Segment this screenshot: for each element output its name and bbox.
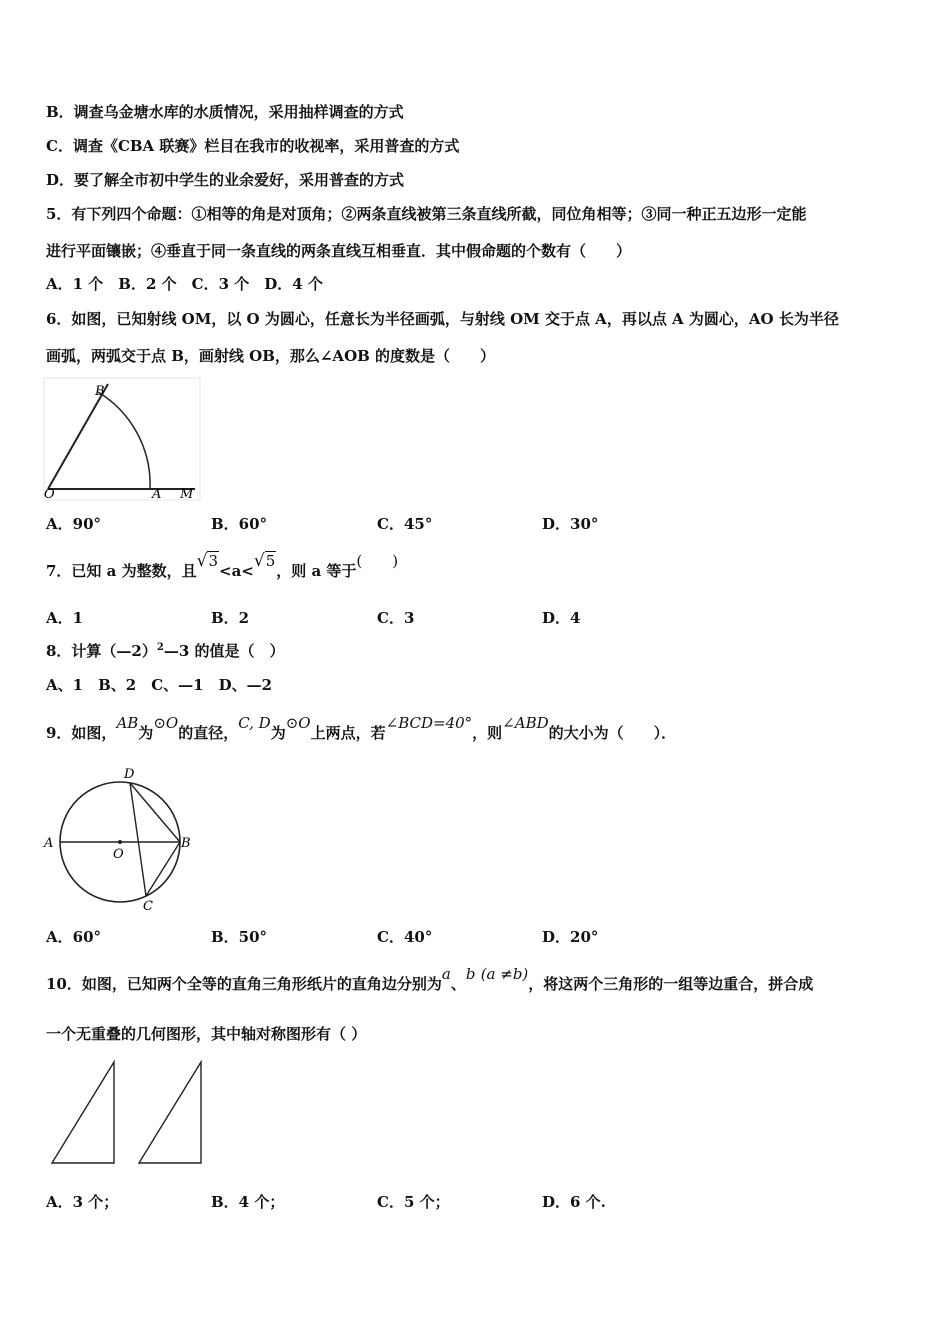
- q9-label-d: D: [124, 767, 135, 782]
- q7-option-b: B．2: [211, 609, 250, 627]
- q7-paren: ( ): [356, 552, 399, 570]
- q7-middle: <a<: [219, 562, 254, 580]
- q5-stem-line2: 进行平面镶嵌；④垂直于同一条直线的两条直线互相垂直．其中假命题的个数有（ ）: [46, 242, 632, 260]
- q4-option-c: C．调查《CBA 联赛》栏目在我市的收视率，采用普查的方式: [46, 137, 460, 155]
- q9-math-circle-o: ⊙O: [153, 714, 179, 732]
- q9-chord-cb: [146, 842, 180, 896]
- q9-math-cd: C, D: [238, 714, 271, 732]
- q10-math-a-neq-b: (a ≠b): [480, 965, 529, 983]
- q9-text-4: 为: [270, 724, 286, 742]
- q9-option-c: C．40°: [377, 928, 433, 946]
- q10-math-b: b: [465, 965, 476, 983]
- q10-text-1: 10．如图，已知两个全等的直角三角形纸片的直角边分别为: [46, 975, 442, 993]
- q8-prefix: 8．计算（—2）: [46, 642, 157, 660]
- q6-stem-line1: 6．如图，已知射线 OM，以 O 为圆心，任意长为半径画弧，与射线 OM 交于点 A，再以点 A 为圆心，AO 长为半径: [46, 310, 839, 328]
- q8-suffix: —3 的值是（ ）: [163, 642, 285, 660]
- q6-label-a: A: [152, 487, 162, 502]
- q9-label-a: A: [44, 836, 54, 851]
- q9-text-3: 的直径，: [178, 724, 239, 742]
- q9-option-a: A．60°: [46, 928, 102, 946]
- q10-stem-line2: 一个无重叠的几何图形，其中轴对称图形有（ ）: [46, 1025, 367, 1043]
- q6-arc: [98, 392, 150, 489]
- q10-option-d: D．6 个.: [542, 1193, 606, 1211]
- q9-math-angle-abd: ∠ABD: [502, 714, 549, 732]
- q9-stem: [46, 714, 677, 743]
- q10-option-a: A．3 个；: [46, 1193, 119, 1211]
- q10-stem-line1: [46, 965, 814, 994]
- q4-option-d: D．要了解全市初中学生的业余爱好，采用普查的方式: [46, 171, 405, 189]
- q6-option-b: B．60°: [211, 515, 268, 533]
- q7-option-a: A．1: [46, 609, 84, 627]
- q6-stem-line2: 画弧，两弧交于点 B，画射线 OB，那么∠AOB 的度数是（ ）: [46, 347, 496, 365]
- q8-options: A、1 B、2 C、—1 D、—2: [46, 676, 273, 694]
- q9-label-b: B: [181, 836, 191, 851]
- q6-option-d: D．30°: [542, 515, 599, 533]
- q6-label-m: M: [180, 487, 194, 502]
- q9-option-d: D．20°: [542, 928, 599, 946]
- q10-option-c: C．5 个；: [377, 1193, 450, 1211]
- q9-text-7: 的大小为（ ）．: [548, 724, 677, 742]
- q10-triangle-2: [139, 1062, 201, 1163]
- q10-option-b: B．4 个；: [211, 1193, 285, 1211]
- q10-text-3: ，将这两个三角形的一组等边重合，拼合成: [528, 975, 814, 993]
- q5-options: A．1 个 B．2 个 C．3 个 D．4 个: [46, 275, 323, 293]
- q7-option-d: D．4: [542, 609, 581, 627]
- q7-prefix: 7．已知 a 为整数，且: [46, 562, 197, 580]
- q9-math-ab: AB: [116, 714, 139, 732]
- q6-option-a: A．90°: [46, 515, 102, 533]
- q9-label-o: O: [113, 847, 124, 862]
- q6-figure: [40, 374, 205, 504]
- q8-stem: [46, 641, 285, 664]
- q9-text-2: 为: [138, 724, 154, 742]
- q9-center-dot: [118, 840, 122, 844]
- q6-label-b: B: [95, 384, 105, 399]
- q7-stem: [46, 551, 399, 581]
- q10-text-2: 、: [450, 975, 466, 993]
- q9-math-angle-bcd: ∠BCD=40°: [385, 714, 473, 732]
- q6-label-o: O: [44, 487, 55, 502]
- q9-figure: [40, 762, 200, 914]
- q10-figure: [48, 1058, 208, 1168]
- q4-option-b: B．调查乌金塘水库的水质情况，采用抽样调查的方式: [46, 103, 404, 121]
- q9-text-6: ，则: [472, 724, 503, 742]
- q10-triangle-1: [52, 1062, 114, 1163]
- q7-option-c: C．3: [377, 609, 415, 627]
- q9-text-1: 9．如图，: [46, 724, 117, 742]
- q10-math-a: a: [441, 965, 451, 983]
- q7-sqrt-3: √3: [196, 551, 218, 571]
- q7-suffix: ，则 a 等于: [276, 562, 357, 580]
- q5-stem-line1: 5．有下列四个命题：①相等的角是对顶角；②两条直线被第三条直线所截，同位角相等；③同一种正五边形一定能: [46, 205, 807, 223]
- q6-ray-ob: [48, 384, 108, 489]
- q6-option-c: C．45°: [377, 515, 433, 533]
- q7-sqrt-5: √5: [253, 551, 276, 571]
- q9-option-b: B．50°: [211, 928, 268, 946]
- q9-math-circle-o-2: ⊙O: [285, 714, 311, 732]
- q8-exponent: 2: [156, 642, 164, 653]
- q9-label-c: C: [143, 899, 153, 914]
- q9-text-5: 上两点，若: [310, 724, 386, 742]
